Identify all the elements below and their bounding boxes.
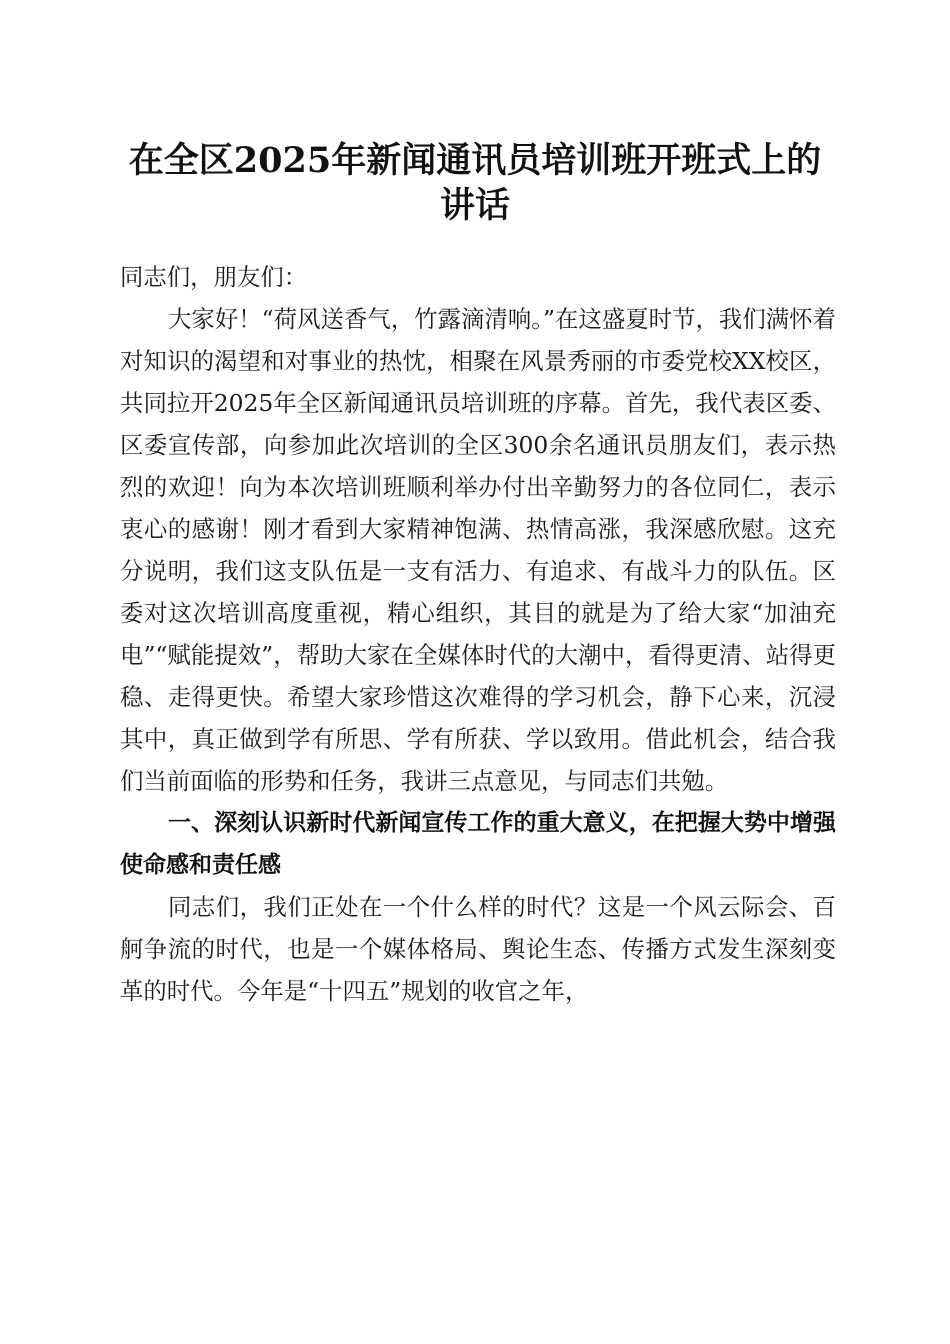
document-body xyxy=(120,256,836,1012)
paragraph-section-1: 同志们，我们正处在一个什么样的时代？这是一个风云际会、百舸争流的时代，也是一个媒体格局、舆论生态、传播方式发生深刻变革的时代。今年是“十四五”规划的收官之年， xyxy=(120,893,836,1005)
salutation: 同志们，朋友们： xyxy=(120,263,308,291)
section-heading-1: 一、深刻认识新时代新闻宣传工作的重大意义，在把握大势中增强使命感和责任感 xyxy=(120,810,836,878)
document-title xyxy=(100,138,850,228)
title-line-2: 讲话 xyxy=(439,185,510,226)
paragraph-intro: 大家好！“荷风送香气，竹露滴清响。”在这盛夏时节，我们满怀着对知识的渴望和对事业的热忱，相聚在风景秀丽的市委党校XX校区，共同拉开2025年全区新闻通讯员培训班的序幕。首先，我代表区委、区委宣传部，向参加此次培训的全区300余名通讯员朋友们，表示热烈的欢迎！向为本次培训班顺利举办付出辛勤努力的各位同仁，表示衷心的感谢！刚才看到大家精神饱满、热情高涨，我深感欣慰。这充分说明，我们这支队伍是一支有活力、有追求、有战斗力的队伍。区委对这次培训高度重视，精心组织，其目的就是为了给大家“加油充电”“赋能提效”，帮助大家在全媒体时代的大潮中，看得更清、站得更稳、走得更快。希望大家珍惜这次难得的学习机会，静下心来，沉浸其中，真正做到学有所思、学有所获、学以致用。借此机会，结合我们当前面临的形势和任务，我讲三点意见，与同志们共勉。 xyxy=(120,305,836,795)
title-line-1: 在全区2025年新闻通讯员培训班开班式上的 xyxy=(128,140,822,181)
